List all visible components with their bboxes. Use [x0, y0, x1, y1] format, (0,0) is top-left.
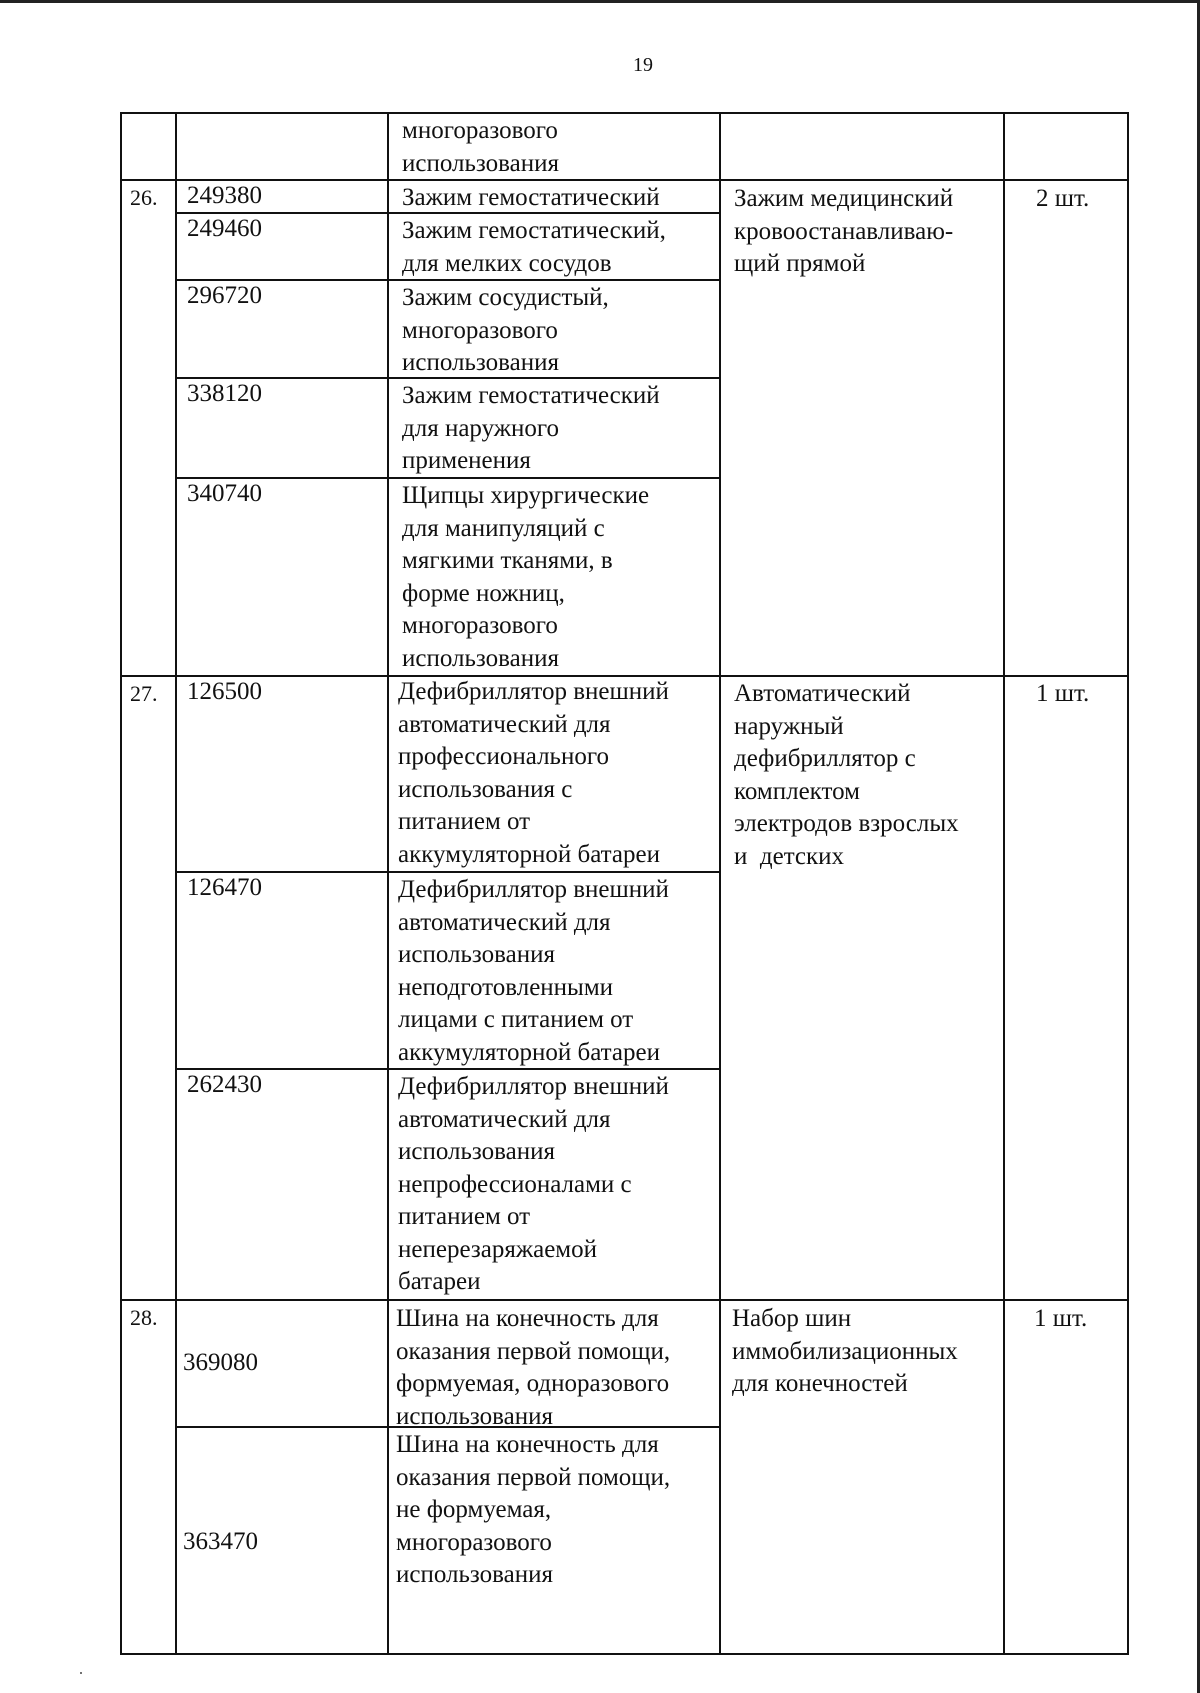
item-code: 363470: [183, 1528, 258, 1555]
row-divider: [120, 179, 1129, 181]
item-name: Щипцы хирургические для манипуляций с мягкими тканями, в форме ножниц, многоразового использования: [402, 482, 650, 672]
item-name: Шина на конечность для оказания первой помощи, формуемая, одноразового использования: [396, 1305, 671, 1430]
column-divider-number: [175, 112, 177, 1655]
item-code: 126470: [187, 874, 262, 901]
item-code: 296720: [187, 282, 262, 309]
item-code: 340740: [187, 480, 262, 507]
row-divider: [120, 1299, 1129, 1301]
item-name: Зажим гемостатический для наружного применения: [402, 382, 660, 474]
item-name: многоразового использования: [402, 117, 559, 177]
item-code: 369080: [183, 1349, 258, 1376]
item-code: 249460: [187, 215, 262, 242]
row-number: 26.: [130, 185, 158, 210]
item-name: Зажим гемостатический: [402, 184, 660, 211]
scan-speck: [80, 1672, 82, 1674]
item-name: Шина на конечность для оказания первой помощи, не формуемая, многоразового использования: [396, 1431, 671, 1588]
item-description: Зажим медицинский кровоостанавливаю- щий прямой: [734, 185, 954, 277]
item-name: Дефибриллятор внешний автоматический для использования непрофессионалами с питанием от неперезаряжаемой батареи: [398, 1073, 669, 1295]
column-divider-code: [387, 112, 389, 1655]
item-code: 126500: [187, 678, 262, 705]
row-number: 27.: [130, 681, 158, 706]
item-description: Автоматический наружный дефибриллятор с комплектом электродов взрослых и детских: [734, 680, 959, 870]
item-name: Дефибриллятор внешний автоматический для профессионального использования с питанием от аккумуляторной батареи: [398, 678, 669, 868]
scan-top-edge: [0, 0, 1200, 3]
item-quantity: 1 шт.: [1034, 1305, 1088, 1332]
item-quantity: 2 шт.: [1036, 185, 1090, 212]
item-name: Зажим сосудистый, многоразового использования: [402, 284, 609, 376]
table-border-left: [120, 112, 122, 1655]
item-name: Дефибриллятор внешний автоматический для использования неподготовленными лицами с питанием от аккумуляторной батареи: [398, 876, 669, 1066]
table-border-right: [1127, 112, 1129, 1655]
item-code: 338120: [187, 380, 262, 407]
table-border-top: [120, 112, 1129, 114]
row-number: 28.: [130, 1305, 158, 1330]
item-code: 249380: [187, 182, 262, 209]
item-quantity: 1 шт.: [1036, 680, 1090, 707]
item-description: Набор шин иммобилизационных для конечностей: [732, 1305, 958, 1397]
column-divider-description: [1003, 112, 1005, 1655]
item-code: 262430: [187, 1071, 262, 1098]
page-number: 19: [633, 54, 653, 76]
column-divider-name: [719, 112, 721, 1655]
table-border-bottom: [120, 1653, 1129, 1655]
item-name: Зажим гемостатический, для мелких сосудов: [402, 217, 666, 277]
